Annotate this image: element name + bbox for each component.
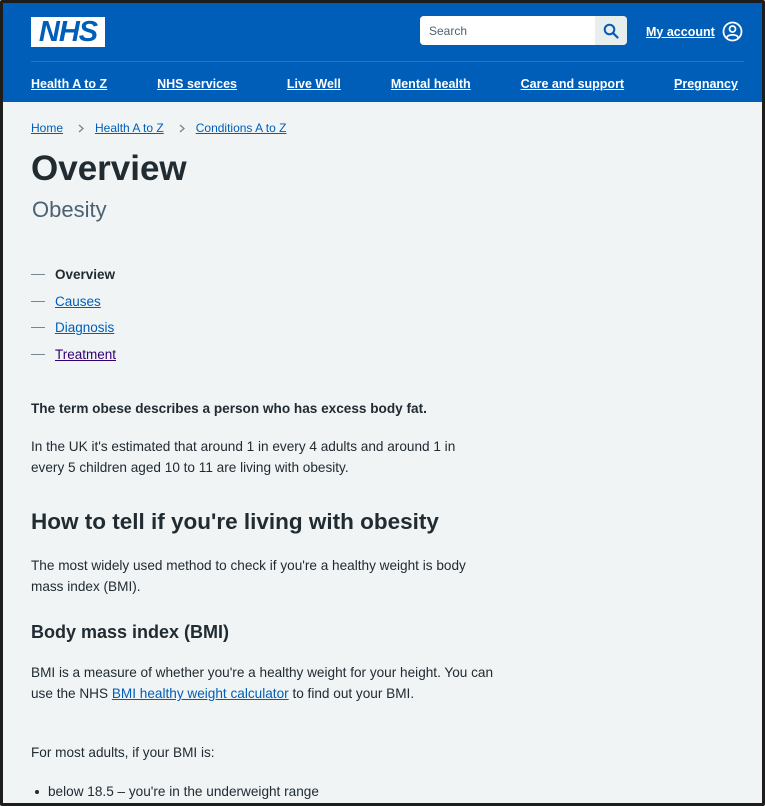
bmi-text-before: BMI is a measure of whether you're a healthy weight for your height. You can use the NHS	[31, 665, 494, 701]
breadcrumb-health-a-to-z[interactable]: Health A to Z	[95, 121, 164, 135]
bmi-range-underweight: below 18.5 – you're in the underweight range	[48, 784, 319, 799]
breadcrumb	[31, 121, 286, 135]
contents-item	[31, 314, 116, 341]
nav-mental-health[interactable]: Mental health	[390, 77, 471, 91]
bmi-calculator-link[interactable]: BMI healthy weight calculator	[111, 686, 289, 701]
contents-item	[31, 261, 116, 288]
user-icon	[722, 21, 743, 42]
primary-navigation	[31, 75, 738, 93]
dash-marker	[31, 301, 45, 302]
search-form	[420, 16, 627, 45]
body-paragraph-bmi-definition	[31, 662, 496, 704]
nhs-logo-text: NHS	[38, 15, 98, 48]
search-input[interactable]	[420, 16, 595, 45]
nav-pregnancy[interactable]: Pregnancy	[674, 77, 738, 91]
heading-bmi: Body mass index (BMI)	[31, 622, 230, 642]
lead-paragraph: The term obese describes a person who has excess body fat.	[31, 401, 427, 416]
nav-live-well[interactable]: Live Well	[286, 77, 341, 91]
bmi-text-after: to find out your BMI.	[288, 686, 415, 701]
body-paragraph-adults: For most adults, if your BMI is:	[31, 745, 215, 760]
contents-link-treatment[interactable]: Treatment	[55, 346, 117, 362]
nhs-logo[interactable]	[31, 17, 105, 47]
bmi-range-list	[31, 781, 319, 802]
body-paragraph-prevalence: In the UK it's estimated that around 1 in every 4 adults and around 1 in every 5 children aged 10 to 11 are living with obesity.	[31, 439, 456, 475]
contents-item	[31, 341, 116, 368]
dash-marker	[31, 354, 45, 355]
nav-care-and-support[interactable]: Care and support	[520, 77, 625, 91]
my-account-link[interactable]	[646, 21, 743, 42]
heading-how-to-tell: How to tell if you're living with obesity	[31, 509, 439, 534]
nav-divider	[31, 61, 744, 62]
body-paragraph-bmi-method: The most widely used method to check if you're a healthy weight is body mass index (BMI).	[31, 558, 466, 594]
dash-marker	[31, 327, 45, 328]
breadcrumb-conditions-a-to-z[interactable]: Conditions A to Z	[195, 121, 287, 135]
page-title: Overview	[31, 149, 187, 188]
contents-link-diagnosis[interactable]: Diagnosis	[55, 320, 115, 336]
chevron-right-icon	[78, 124, 84, 133]
contents-list	[31, 261, 116, 368]
contents-current-overview: Overview	[55, 266, 116, 282]
bullet-dot	[35, 790, 39, 794]
nav-nhs-services[interactable]: NHS services	[157, 77, 237, 91]
search-icon	[603, 23, 619, 39]
list-item	[31, 781, 319, 802]
site-header	[3, 3, 762, 102]
breadcrumb-home[interactable]: Home	[31, 121, 64, 135]
dash-marker	[31, 274, 45, 275]
chevron-right-icon	[179, 124, 185, 133]
page-caption: Obesity	[32, 197, 107, 222]
my-account-label: My account	[646, 24, 715, 39]
contents-item	[31, 288, 116, 315]
contents-link-causes[interactable]: Causes	[55, 293, 101, 309]
search-button[interactable]	[595, 16, 627, 45]
nav-health-a-to-z[interactable]: Health A to Z	[31, 77, 108, 91]
